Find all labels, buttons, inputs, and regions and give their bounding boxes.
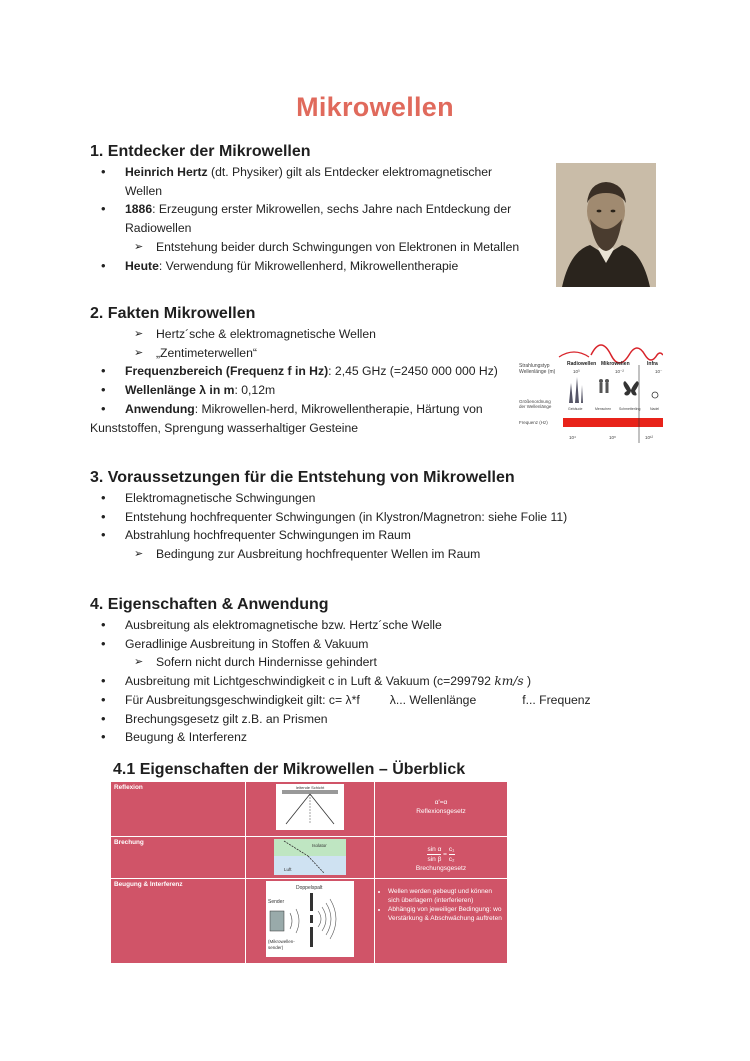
sub-list-item: ➢ Bedingung zur Ausbreitung hochfrequenter Wellen im Raum [90, 545, 710, 564]
buildings-icon [569, 377, 583, 403]
refraction-diagram [274, 839, 346, 875]
list-item: • Ausbreitung als elektromagnetische bzw. Hertz´sche Welle [90, 616, 710, 635]
section-4-list [90, 616, 710, 747]
section-1-list [90, 163, 550, 275]
table-row [111, 837, 508, 879]
wl-1: 10³ [573, 369, 580, 374]
overview-table [110, 781, 508, 964]
cell-label: Beugung & Interferenz [111, 879, 246, 964]
cell-image [246, 782, 375, 837]
size-1: Gebäude [568, 407, 583, 411]
list-item: • Geradlinige Ausbreitung in Stoffen & Vakuum [90, 635, 710, 654]
table-row [111, 879, 508, 964]
list-item: • Heute: Verwendung für Mikrowellenherd, Mikrowellentherapie [90, 257, 550, 276]
list-item: • Beugung & Interferenz [90, 728, 710, 747]
double-slit-diagram [266, 881, 354, 957]
list-item: • Für Ausbreitungsgeschwindigkeit gilt: c= λ*f λ... Wellenlänge f... Frequenz [90, 691, 710, 710]
svg-text:Sender: Sender [268, 899, 285, 905]
section-3-list [90, 489, 710, 564]
svg-text:Isolator: Isolator [312, 843, 327, 848]
svg-text:leitende Schicht: leitende Schicht [296, 785, 325, 790]
cell-label: Brechung [111, 837, 246, 879]
people-icon [599, 379, 609, 393]
list-item: • Entstehung hochfrequenter Schwingungen (in Klystron/Magnetron: siehe Folie 11) [90, 508, 710, 527]
label-radiation-type: Strahlungstyp [519, 363, 550, 369]
frequency-band [563, 418, 663, 427]
svg-text:(Mikrowellen-: (Mikrowellen- [268, 939, 295, 944]
freq-2: 10⁸ [609, 435, 616, 440]
sub-list-item: ➢ „Zentimeterwellen“ [90, 344, 520, 363]
heinrich-hertz-portrait [556, 163, 656, 287]
sub-list-item: ➢ Hertz´sche & elektromagnetische Wellen [90, 325, 520, 344]
needle-icon [652, 392, 658, 398]
size-4: Nadel [650, 407, 660, 411]
list-item: • 1886: Erzeugung erster Mikrowellen, sechs Jahre nach Entdeckung der Radiowellen [90, 200, 550, 237]
freq-1: 10⁴ [569, 435, 576, 440]
section-4-1-heading: 4.1 Eigenschaften der Mikrowellen – Überblick [113, 761, 466, 778]
section-1-heading: 1. Entdecker der Mikrowellen [90, 143, 311, 160]
table-row [111, 782, 508, 837]
sub-list-item: ➢ Sofern nicht durch Hindernisse gehindert [90, 653, 710, 672]
cell-image [246, 879, 375, 964]
cell-image [246, 837, 375, 879]
cell-law: α'=α Reflexionsgesetz [375, 782, 508, 837]
label-frequency: Frequenz (Hz) [519, 420, 548, 425]
cell-notes [375, 879, 508, 964]
cell-law: $\frac{\text{sin α}}{\text{sin β}}$ = $\frac{\text{c₁}}{\text{c₂}}$ Brechungsgesetz [375, 837, 508, 879]
list-item: • Elektromagnetische Schwingungen [90, 489, 710, 508]
col-radio: Radiowellen [567, 361, 597, 367]
list-item: • Anwendung: Mikrowellen-herd, Mikrowellentherapie, Härtung von Kunststoffen, Sprengung wasserhaltiger Gesteine [90, 400, 520, 437]
col-micro: Mikrowellen [601, 361, 630, 367]
reflection-diagram [276, 784, 344, 830]
label-size: Größenordnung [519, 399, 551, 404]
svg-text:sender): sender) [268, 945, 284, 950]
butterfly-icon [623, 381, 638, 396]
size-3: Schmetterling [619, 407, 641, 411]
list-item: • Ausbreitung mit Lichtgeschwindigkeit c in Luft & Vakuum (c=299792 km/s ) [90, 672, 710, 691]
wl-2: 10⁻² [615, 369, 624, 374]
list-item: • Wellenlänge λ in m: 0,12m [90, 381, 520, 400]
section-3-heading: 3. Voraussetzungen für die Entstehung von Mikrowellen [90, 469, 515, 486]
list-item: • Abhängig von jeweiliger Bedingung: wo Verstärkung & Abschwächung auftreten [388, 905, 504, 923]
section-2-heading: 2. Fakten Mikrowellen [90, 305, 256, 322]
svg-text:Luft: Luft [284, 867, 292, 872]
list-item: • Heinrich Hertz (dt. Physiker) gilt als Entdecker elektromagnetischer Wellen [90, 163, 550, 200]
page-title: Mikrowellen [296, 92, 454, 122]
freq-3: 10¹² [645, 435, 654, 440]
list-item: • Wellen werden gebeugt und können sich überlagern (interferieren) [388, 887, 504, 905]
sub-list-item: ➢ Entstehung beider durch Schwingungen von Elektronen in Metallen [90, 238, 550, 257]
list-item: • Frequenzbereich (Frequenz f in Hz): 2,45 GHz (=2450 000 000 Hz) [90, 362, 520, 381]
wl-3: 10⁻ [655, 369, 663, 374]
col-infra: Infra [647, 361, 658, 367]
svg-text:Doppelspalt: Doppelspalt [296, 885, 323, 891]
cell-label: Reflexion [111, 782, 246, 837]
section-2-list [90, 325, 520, 437]
electromagnetic-spectrum-figure [519, 335, 663, 443]
label-size-b: der Wellenlänge [519, 404, 552, 409]
size-2: Menschen [595, 407, 612, 411]
list-item: • Brechungsgesetz gilt z.B. an Prismen [90, 710, 710, 729]
label-wavelength: Wellenlänge (m) [519, 369, 556, 375]
section-4-heading: 4. Eigenschaften & Anwendung [90, 596, 329, 613]
list-item: • Abstrahlung hochfrequenter Schwingungen im Raum [90, 526, 710, 545]
